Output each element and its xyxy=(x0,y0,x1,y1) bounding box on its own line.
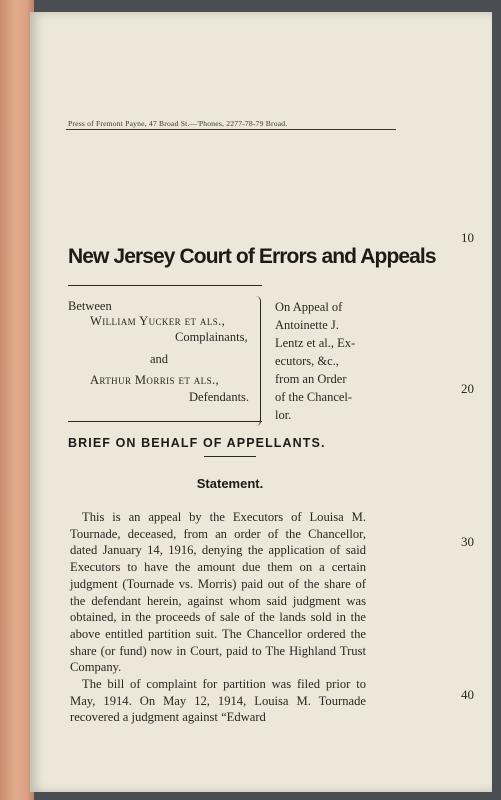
caption-party1: William Yucker et als., xyxy=(90,314,226,328)
caption-rule-top xyxy=(68,285,262,286)
caption-between: Between xyxy=(68,299,112,313)
line-number-30: 30 xyxy=(461,534,474,549)
press-line: Press of Fremont Payne, 47 Broad St.—'Phones, 2277-78-79 Broad. xyxy=(68,119,288,128)
line-number-10: 10 xyxy=(461,230,474,245)
appeal-caption xyxy=(275,298,380,424)
paragraph: This is an appeal by the Executors of Louisa M. Tournade, deceased, from an order of the Chancellor, dated January 14, 1916, denying the application of said Executors to have the amount due them on a certain judgment (Tournade vs. Morris) paid out of the share of the defendant herein, against whom said judgment was obtained, in the proceeds of sale of the lands sold in the above entitled partition suit. The Chancellor ordered the share (or fund) now in Court, paid to The Highland Trust Company. xyxy=(70,510,366,675)
appeal-line: lor. xyxy=(275,408,292,422)
line-number-40: 40 xyxy=(461,687,474,702)
appeal-line: from an Order xyxy=(275,372,347,386)
paragraph: The bill of complaint for partition was filed prior to May, 1914. On May 12, 1914, Louisa M. Tournade recovered a judgment against “Edward xyxy=(70,677,366,725)
court-title: New Jersey Court of Errors and Appeals xyxy=(68,245,436,268)
brief-heading: BRIEF ON BEHALF OF APPELLANTS. xyxy=(68,436,326,450)
statement-heading: Statement. xyxy=(196,476,264,491)
book-spine xyxy=(0,0,34,800)
caption-rule-bottom xyxy=(68,421,262,422)
appeal-line: Antoinette J. xyxy=(275,318,339,332)
caption-party2: Arthur Morris et als., xyxy=(90,373,220,387)
caption-brace xyxy=(256,296,261,426)
line-number-20: 20 xyxy=(461,381,474,396)
caption-party2-role: Defendants. xyxy=(189,390,250,404)
caption-and: and xyxy=(150,352,169,366)
appeal-line: On Appeal of xyxy=(275,300,343,314)
appeal-line: Lentz et al., Ex- xyxy=(275,336,356,350)
top-rule xyxy=(66,129,396,130)
document-page xyxy=(30,12,492,792)
caption-party1-role: Complainants, xyxy=(175,330,248,344)
body-text xyxy=(70,509,366,726)
appeal-line: ecutors, &c., xyxy=(275,354,339,368)
section-rule xyxy=(204,456,256,457)
appeal-line: of the Chancel- xyxy=(275,390,353,404)
